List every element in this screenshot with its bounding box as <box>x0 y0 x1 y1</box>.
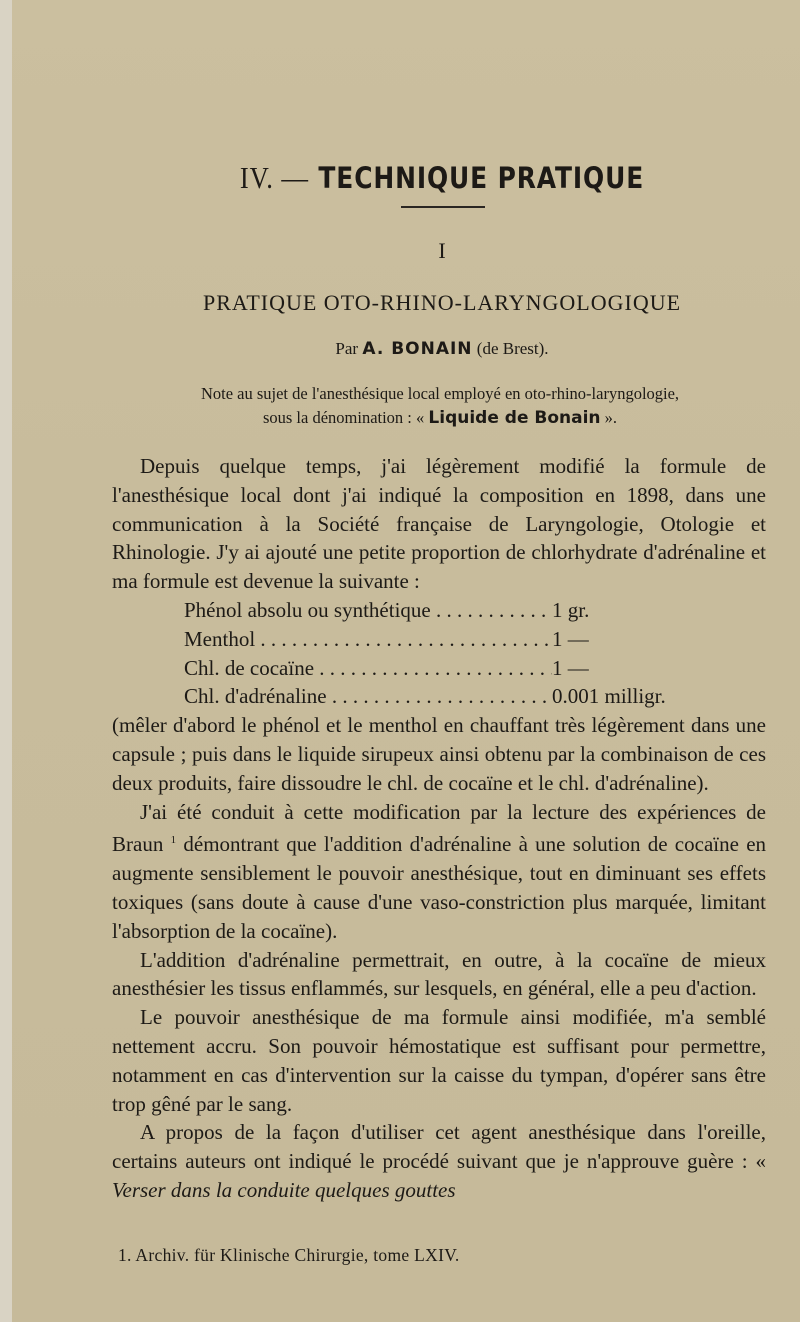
paragraph-5: Le pouvoir anesthésique de ma formule ainsi modifiée, m'a semblé nettement accru. Son pouvoir hémostatique est suffisant pour permettre, notamment en cas d'intervention sur la caisse du tympan, d'opérer sans être trop gêné par le sang. <box>112 1005 766 1116</box>
page-edge <box>0 0 12 1322</box>
formula-quantity: 1 gr. <box>552 597 590 622</box>
byline-prefix: Par <box>335 339 359 358</box>
section-numeral: I <box>438 238 446 263</box>
article-note <box>110 382 770 430</box>
author-origin: (de Brest). <box>476 339 549 358</box>
footnote-ref: 1 <box>170 834 177 847</box>
paragraph-2: (mêler d'abord le phénol et le menthol en chauffant très légèrement dans une capsule ; puis dans le liquide sirupeux ainsi obtenu par la combinaison de ces deux produits, faire dissoudre le chl. de cocaïne et le chl. d'adrénaline). <box>112 713 766 795</box>
formula-ingredient: Menthol . . . <box>184 625 552 654</box>
product-name: Liquide de Bonain <box>428 408 601 428</box>
note-line-2 <box>110 406 770 430</box>
note-suffix: ». <box>604 408 618 427</box>
paragraph-6-start: A propos de la façon d'utiliser cet agent anesthésique dans l'oreille, certains auteurs ont indiqué le procédé suivant que je n'approuve guère : « <box>112 1120 766 1174</box>
author-name: A. BONAIN <box>362 339 473 359</box>
paragraph-6 <box>112 1118 766 1204</box>
formula-ingredient: Chl. d'adrénaline . . . <box>184 682 552 711</box>
formula-row <box>184 625 766 654</box>
note-line-1: Note au sujet de l'anesthésique local employé en oto-rhino-laryngologie, <box>200 384 680 403</box>
formula-quantity: 1 — <box>552 655 589 680</box>
formula-list <box>112 596 766 711</box>
paragraph-3 <box>112 798 766 946</box>
formula-quantity: 1 — <box>552 626 589 651</box>
chapter-heading <box>62 160 800 196</box>
formula-row <box>184 682 766 711</box>
section-title: PRATIQUE OTO-RHINO-LARYNGOLOGIQUE <box>202 290 682 315</box>
byline <box>0 339 800 359</box>
formula-ingredient: Chl. de cocaïne . . . <box>184 654 552 683</box>
chapter-number: IV. — <box>239 160 309 195</box>
chapter-title: TECHNIQUE PRATIQUE <box>318 161 645 195</box>
article-body <box>112 452 766 1205</box>
formula-quantity: 0.001 milligr. <box>552 684 666 709</box>
heading-rule <box>401 206 485 208</box>
paragraph-3-start: J'ai été conduit à cette modification par la lecture des expériences de Braun <box>112 799 766 857</box>
paragraph-3-end: démontrant que l'addition d'adrénaline à une solution de cocaïne en augmente sensiblement le pouvoir anesthésique, tout en diminuant ses effets toxiques (sans doute à cause d'une vaso-constriction plus marquée, limitant l'absorption de la cocaïne). <box>112 832 767 943</box>
note-prefix: sous la dénomination : « <box>262 408 425 427</box>
footnote: 1. Archiv. für Klinische Chirurgie, tome LXIV. <box>118 1245 460 1265</box>
paragraph-6-quote: Verser dans la conduite quelques gouttes <box>112 1177 456 1202</box>
formula-row <box>184 596 766 625</box>
paragraph-4: L'addition d'adrénaline permettrait, en outre, à la cocaïne de mieux anesthésier les tissus enflammés, sur lesquels, en général, elle a peu d'action. <box>112 947 766 1001</box>
formula-row <box>184 654 766 683</box>
formula-ingredient: Phénol absolu ou synthétique . . . <box>184 596 552 625</box>
paragraph-1: Depuis quelque temps, j'ai légèrement modifié la formule de l'anesthésique local dont j'ai indiqué la composition en 1898, dans une communication à la Société française de Laryngologie, Otologie et Rhinologie. J'y ai ajouté une petite proportion de chlorhydrate d'adrénaline et ma formule est devenue la suivante : <box>112 454 766 594</box>
